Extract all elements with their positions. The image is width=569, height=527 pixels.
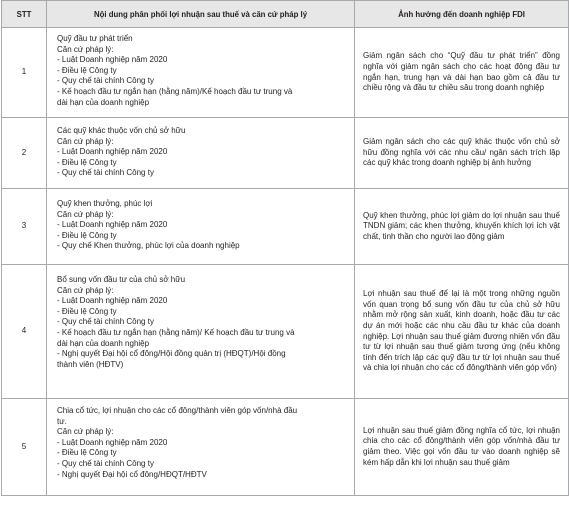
content-line: thành viên (HĐTV) (57, 359, 124, 369)
table-row (2, 265, 569, 399)
header-content: Nội dung phân phối lợi nhuận sau thuế và căn cứ pháp lý (47, 1, 355, 28)
content-line: Căn cứ pháp lý: (57, 136, 114, 146)
content-line: - Điều lệ Công ty (57, 448, 117, 458)
content-title: Chia cổ tức, lợi nhuận cho các cổ đông/thành viên góp vốn/nhà đầu (57, 406, 298, 415)
table-row (2, 28, 569, 118)
row-number: 4 (2, 265, 47, 399)
content-line: tư. (57, 416, 67, 426)
content-line: dài hạn của doanh nghiệp (57, 338, 150, 348)
content-line: - Nghị quyết Đại hội cổ đông/HĐQT/HĐTV (57, 469, 207, 479)
content-line: - Điều lệ Công ty (57, 306, 117, 316)
header-stt: STT (2, 1, 47, 28)
content-line: - Điều lệ Công ty (57, 65, 117, 75)
distribution-content (47, 118, 355, 189)
row-number: 1 (2, 28, 47, 118)
impact-text: Lợi nhuận sau thuế để lại là một trong những nguồn vốn quan trọng bổ sung vốn đầu tư của chủ sở hữu nhằm mở rộng sản xuất, kinh doanh, hoặc đầu tư các dự án mới hoặc các nhu cầu đầu tư khác của doanh nghiệp. Lợi nhuận sau thuế giảm đương nhiên vốn đầu tư từ lợi nhuận sau thuế giảm tương ứng (nếu không tính đến trích lập các quỹ đầu tư từ lợi nhuận sau thuế và chia lợi nhuận cho các cổ đông/thành viên góp vốn) (355, 265, 569, 399)
distribution-content (47, 189, 355, 265)
content-line: - Quy chế tài chính Công ty (57, 168, 154, 178)
content-line: - Quy chế tài chính Công ty (57, 317, 154, 327)
content-line: - Luật Doanh nghiệp năm 2020 (57, 437, 168, 447)
table-row (2, 189, 569, 265)
profit-distribution-table (1, 0, 569, 496)
content-line: - Nghị quyết Đại hội cổ đông/Hội đồng quản trị (HĐQT)/Hội đồng (57, 349, 286, 359)
content-line: Căn cứ pháp lý: (57, 285, 114, 295)
content-title: Quỹ khen thưởng, phúc lợi (57, 199, 153, 208)
content-line: - Điều lệ Công ty (57, 230, 117, 240)
impact-text: Giảm ngân sách cho “Quỹ đầu tư phát triển” đồng nghĩa với giảm ngân sách cho các hoạt động đầu tư ngắn hạn, trung hạn và dài hạn bao gồm cả đầu tư chiều rộng và đầu tư chiều sâu trong doanh nghiệp (355, 28, 569, 118)
row-number: 3 (2, 189, 47, 265)
content-line: Căn cứ pháp lý: (57, 427, 114, 437)
impact-text: Lợi nhuận sau thuế giảm đồng nghĩa cổ tức, lợi nhuận chia cho các cổ đông/thành viên góp vốn/nhà đầu tư giảm theo. Việc gọi vốn đầu tư vào doanh nghiệp sẽ kém hấp dẫn khi lợi nhuận sau thuế giảm (355, 399, 569, 496)
content-line: - Quy chế Khen thưởng, phúc lợi của doanh nghiệp (57, 241, 240, 251)
header-row (2, 1, 569, 28)
content-line: - Luật Doanh nghiệp năm 2020 (57, 55, 168, 65)
content-line: - Điều lệ Công ty (57, 157, 117, 167)
table-row (2, 399, 569, 496)
content-line: - Luật Doanh nghiệp năm 2020 (57, 296, 168, 306)
distribution-content (47, 399, 355, 496)
content-line: - Luật Doanh nghiệp năm 2020 (57, 147, 168, 157)
content-title: Các quỹ khác thuộc vốn chủ sở hữu (57, 126, 186, 135)
impact-text: Quỹ khen thưởng, phúc lợi giảm do lợi nhuận sau thuế TNDN giảm; các khen thưởng, khuyến khích lợi ích vật chất, tinh thần cho người lao động giảm (355, 189, 569, 265)
distribution-content (47, 265, 355, 399)
header-impact: Ảnh hưởng đến doanh nghiệp FDI (355, 1, 569, 28)
distribution-content (47, 28, 355, 118)
content-line: - Kế hoạch đầu tư ngắn hạn (hằng năm)/ Kế hoạch đầu tư trung và (57, 327, 295, 337)
row-number: 5 (2, 399, 47, 496)
table-row (2, 118, 569, 189)
content-line: Căn cứ pháp lý: (57, 209, 114, 219)
content-line: Căn cứ pháp lý: (57, 44, 114, 54)
content-line: - Luật Doanh nghiệp năm 2020 (57, 220, 168, 230)
content-title: Bổ sung vốn đầu tư của chủ sở hữu (57, 275, 186, 284)
content-line: dài hạn của doanh nghiệp (57, 97, 150, 107)
content-line: - Kế hoạch đầu tư ngắn hạn (hằng năm)/Kế hoạch đầu tư trung và (57, 86, 293, 96)
impact-text: Giảm ngân sách cho các quỹ khác thuộc vốn chủ sở hữu đồng nghĩa với các nhu cầu/ ngân sách trích lập các quỹ khác trong doanh nghiệp bị ảnh hưởng (355, 118, 569, 189)
content-line: - Quy chế tài chính Công ty (57, 458, 154, 468)
content-line: - Quy chế tài chính Công ty (57, 76, 154, 86)
row-number: 2 (2, 118, 47, 189)
content-title: Quỹ đầu tư phát triển (57, 34, 133, 43)
